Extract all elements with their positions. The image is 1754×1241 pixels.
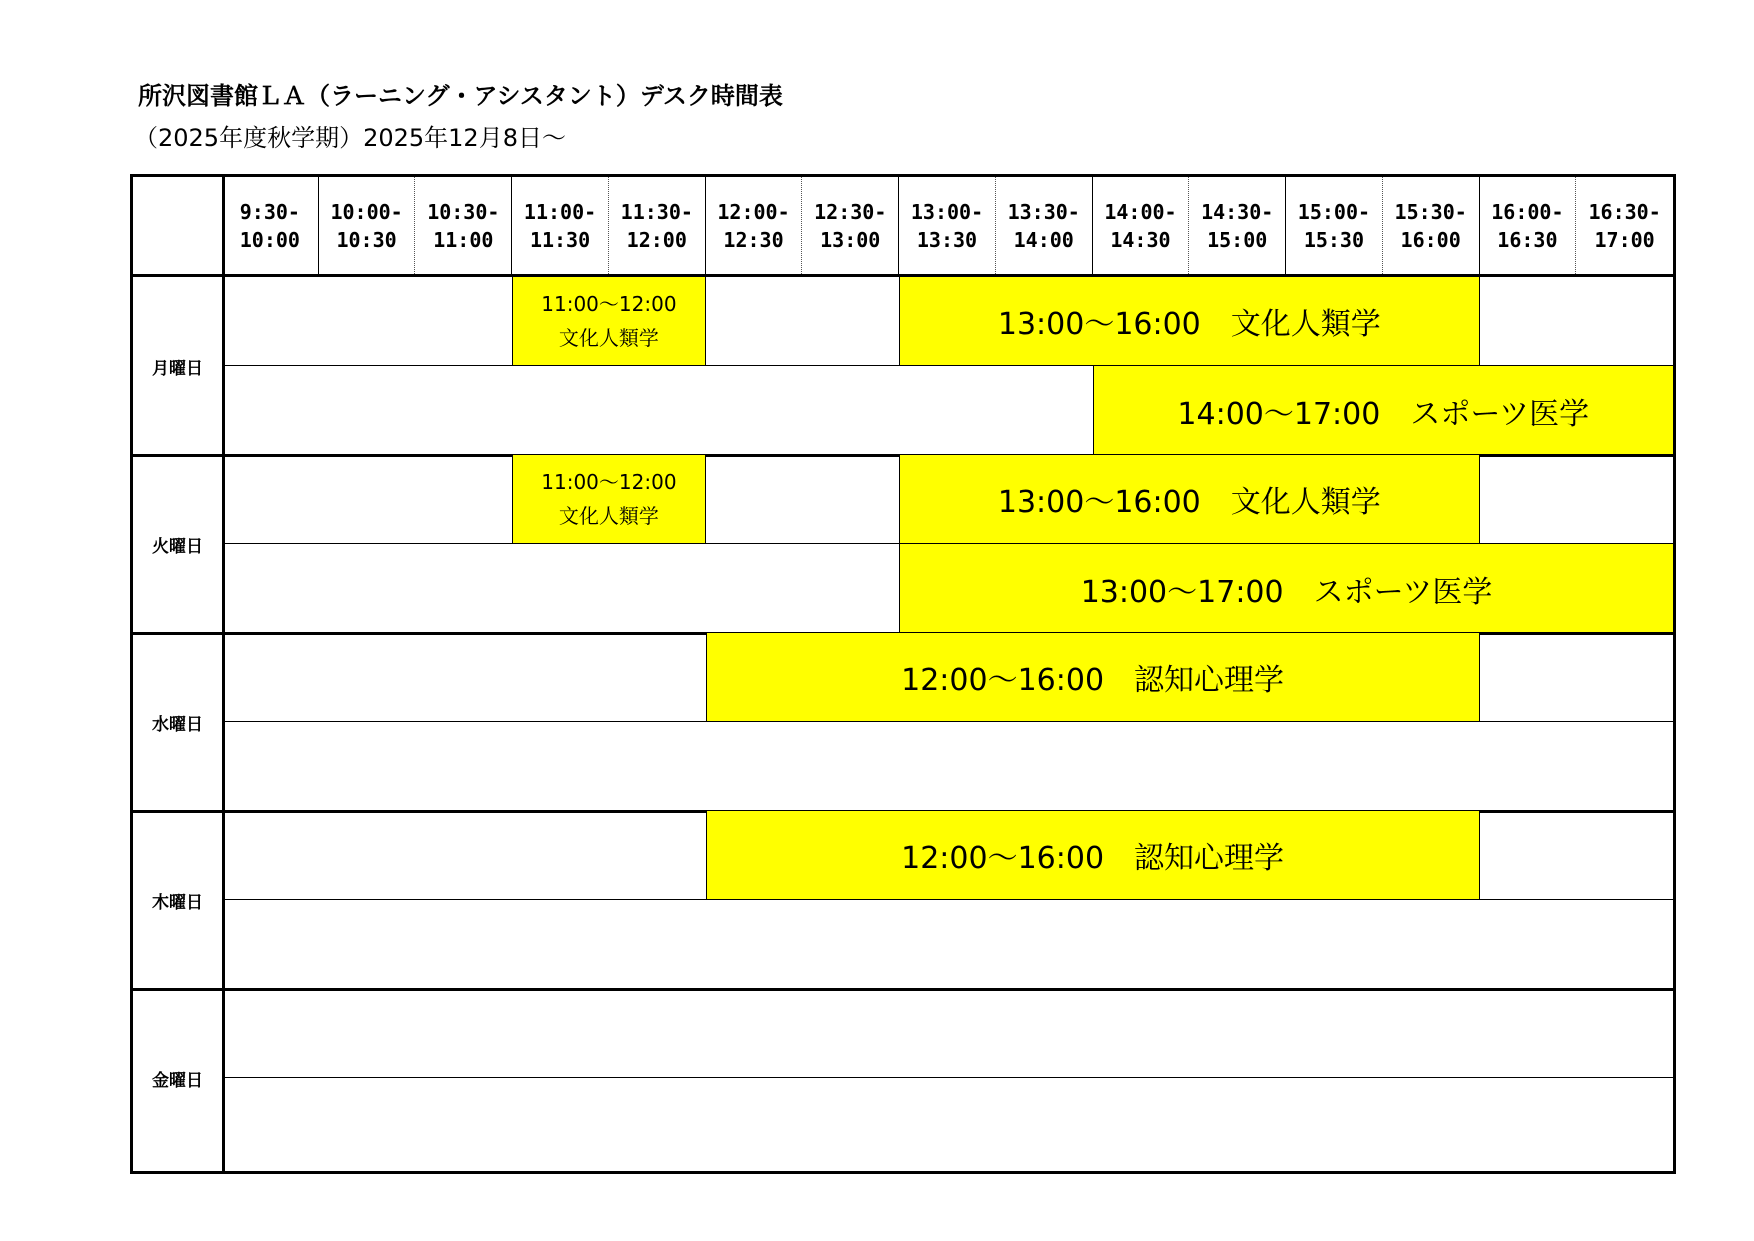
schedule-block-time: 12:00～16:00 認知心理学: [901, 663, 1285, 698]
schedule-block-time: 13:00～16:00 文化人類学: [997, 307, 1381, 342]
schedule-row: [225, 722, 1673, 811]
time-slot-header: 14:30- 15:00: [1189, 177, 1286, 274]
schedule-block: [899, 544, 1673, 633]
schedule-block-time: 13:00～17:00 スポーツ医学: [1080, 574, 1493, 610]
schedule-block: [899, 455, 1479, 543]
time-slot-header: 16:30- 17:00: [1588, 199, 1661, 252]
time-slot-header: 9:30- 10:00: [222, 177, 319, 274]
schedule-row: [225, 900, 1673, 989]
time-slot-header: 13:30- 14:00: [996, 177, 1093, 274]
page-title: 所沢図書館ＬＡ（ラーニング・アシスタント）デスク時間表: [138, 82, 783, 110]
schedule-row: [225, 277, 1673, 366]
schedule-row: [225, 811, 1673, 900]
schedule-row: [225, 455, 1673, 544]
schedule-block: [512, 455, 705, 543]
time-slot-header: 10:30- 11:00: [415, 177, 512, 274]
schedule-row: [225, 989, 1673, 1078]
time-slot-header: 12:00- 12:30: [706, 177, 803, 274]
schedule-block-subject: 文化人類学: [558, 326, 659, 350]
schedule-row: [225, 544, 1673, 633]
day-label: 火曜日: [152, 536, 203, 557]
day-label: 月曜日: [152, 358, 203, 379]
schedule-block-time: 11:00～12:00: [541, 470, 677, 494]
schedule-block: [1093, 366, 1673, 455]
schedule-block-time: 14:00～17:00 スポーツ医学: [1177, 396, 1590, 432]
schedule-row: [225, 633, 1673, 722]
schedule-block-time: 11:00～12:00: [541, 292, 677, 316]
schedule-row: [225, 1078, 1673, 1167]
day-label: 金曜日: [152, 1070, 203, 1091]
schedule-block: [899, 277, 1479, 365]
schedule-block-time: 12:00～16:00 認知心理学: [901, 841, 1285, 876]
schedule-block-time: 13:00～16:00 文化人類学: [997, 485, 1381, 520]
day-label: 水曜日: [152, 714, 203, 735]
time-slot-header: 13:00- 13:30: [899, 177, 996, 274]
time-slot-header: 11:30- 12:00: [609, 177, 706, 274]
time-slot-header: 12:30- 13:00: [802, 177, 899, 274]
page-subtitle: （2025年度秋学期）2025年12月8日～: [134, 124, 566, 152]
time-slot-header: 15:00- 15:30: [1286, 177, 1383, 274]
schedule-block: [512, 277, 705, 365]
day-label: 木曜日: [152, 892, 203, 913]
schedule-block-subject: 文化人類学: [558, 504, 659, 528]
time-slot-header: 10:00- 10:30: [319, 177, 416, 274]
time-slot-header: 16:00- 16:30: [1480, 177, 1577, 274]
schedule-block: [706, 811, 1480, 899]
time-slot-header: 11:00- 11:30: [512, 177, 609, 274]
time-slot-header: 14:00- 14:30: [1093, 177, 1190, 274]
schedule-row: [225, 366, 1673, 455]
schedule-table: [130, 174, 1676, 1174]
schedule-block: [706, 633, 1480, 721]
time-slot-header: 15:30- 16:00: [1383, 177, 1480, 274]
